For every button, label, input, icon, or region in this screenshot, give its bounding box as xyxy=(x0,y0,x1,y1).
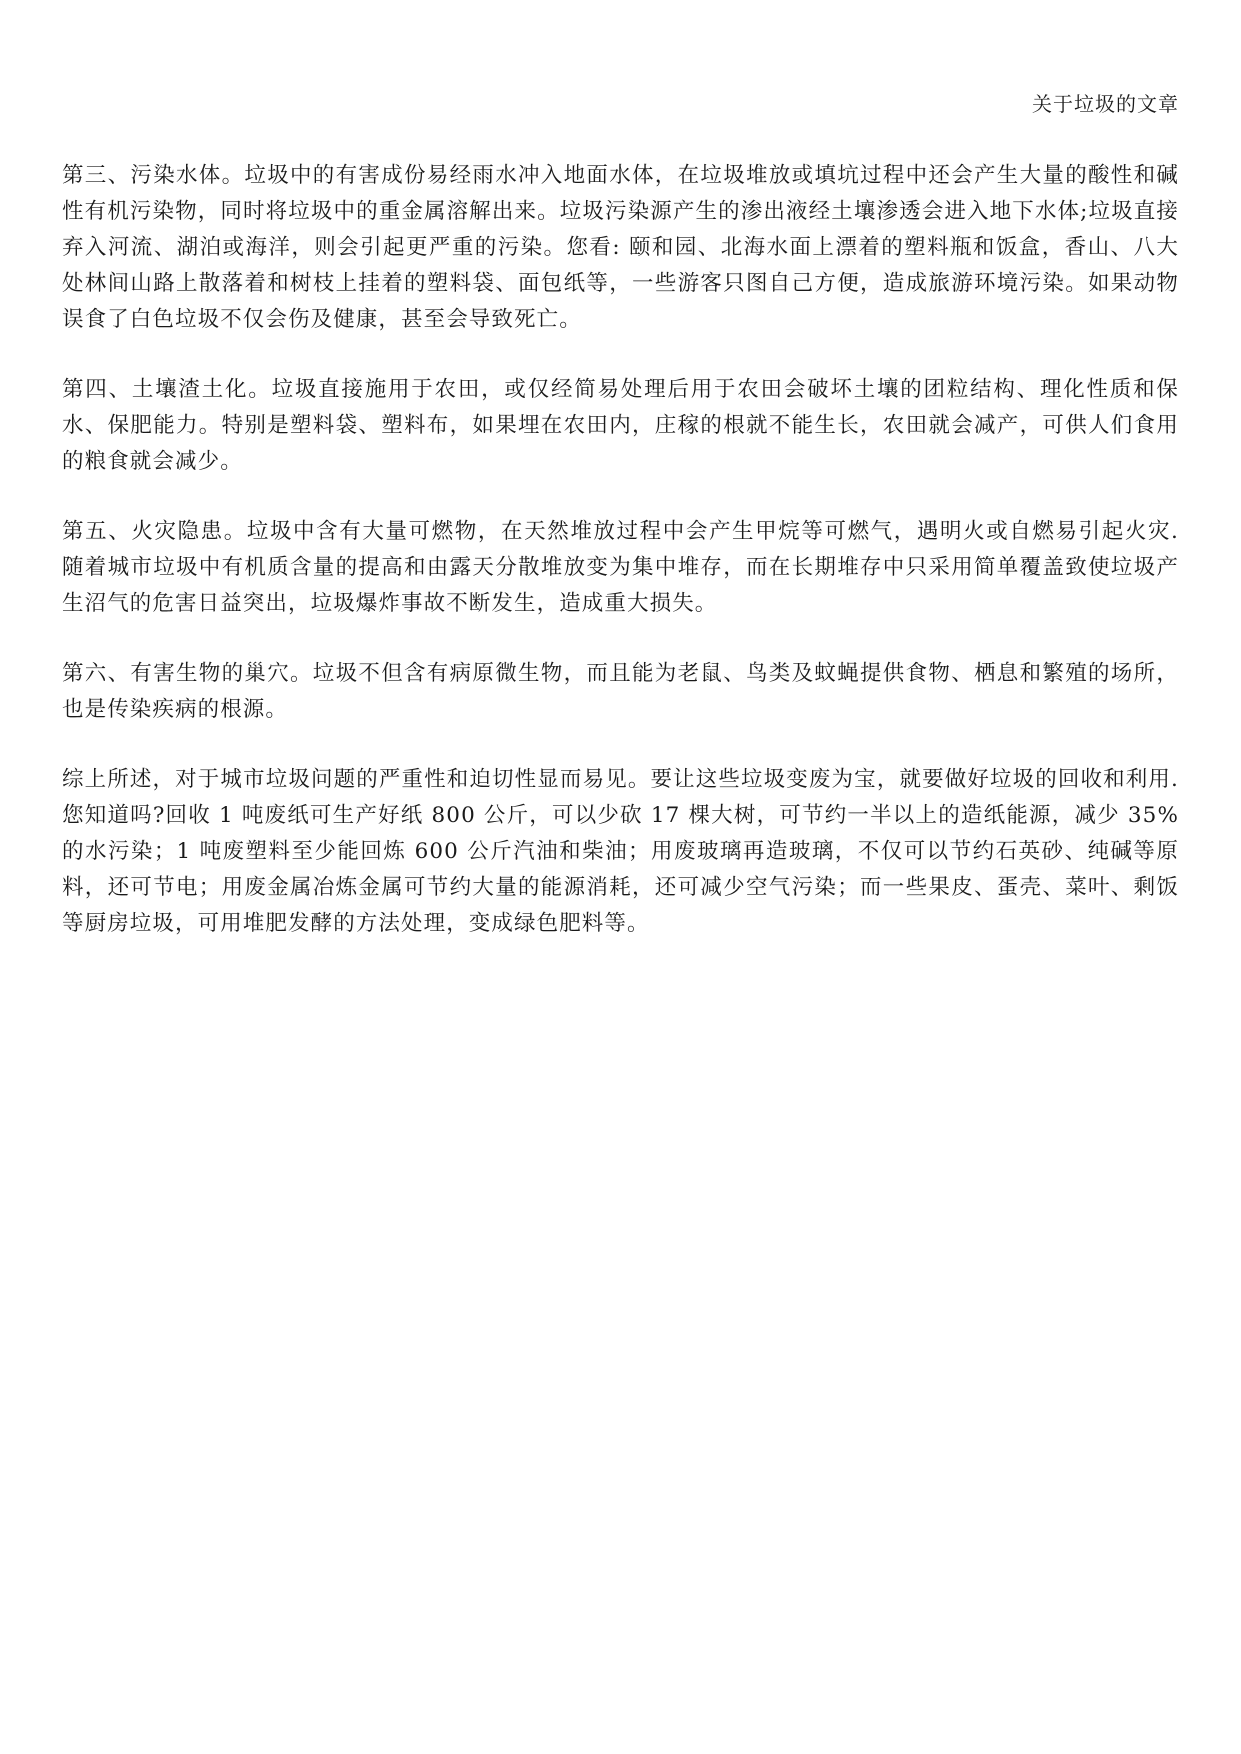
running-header: 关于垃圾的文章 xyxy=(1032,92,1179,116)
paragraph-pest-habitat: 第六、有害生物的巢穴。垃圾不但含有病原微生物，而且能为老鼠、鸟类及蚊蝇提供食物、栖息和繁殖的场所，也是传染疾病的根源。 xyxy=(62,661,1179,722)
paragraph-fire-hazard: 第五、火灾隐患。垃圾中含有大量可燃物，在天然堆放过程中会产生甲烷等可燃气，遇明火或自燃易引起火灾. 随着城市垃圾中有机质含量的提高和由露天分散堆放变为集中堆存，而在长期堆存中只采用简单覆盖致使垃圾产生沼气的危害日益突出，垃圾爆炸事故不断发生，造成重大损失。 xyxy=(62,519,1179,616)
paragraph-soil-degradation: 第四、土壤渣土化。垃圾直接施用于农田，或仅经简易处理后用于农田会破坏土壤的团粒结构、理化性质和保水、保肥能力。特别是塑料袋、塑料布，如果埋在农田内，庄稼的根就不能生长，农田就会减产，可供人们食用的粮食就会减少。 xyxy=(62,377,1179,474)
paragraph-conclusion: 综上所述，对于城市垃圾问题的严重性和迫切性显而易见。要让这些垃圾变废为宝，就要做好垃圾的回收和利用. 您知道吗?回收 1 吨废纸可生产好纸 800 公斤，可以少砍 17 棵大树，可节约一半以上的造纸能源，减少 35%的水污染；1 吨废塑料至少能回炼 600 公斤汽油和柴油；用废玻璃再造玻璃，不仅可以节约石英砂、纯碱等原料，还可节电；用废金属冶炼金属可节约大量的能源消耗，还可减少空气污染；而一些果皮、蛋壳、菜叶、剩饭等厨房垃圾，可用堆肥发酵的方法处理，变成绿色肥料等。 xyxy=(62,767,1179,936)
article-body xyxy=(62,158,1179,976)
paragraph-water-pollution: 第三、污染水体。垃圾中的有害成份易经雨水冲入地面水体，在垃圾堆放或填坑过程中还会产生大量的酸性和碱性有机污染物，同时将垃圾中的重金属溶解出来。垃圾污染源产生的渗出液经土壤渗透会进入地下水体;垃圾直接弃入河流、湖泊或海洋，则会引起更严重的污染。您看: 颐和园、北海水面上漂着的塑料瓶和饭盒，香山、八大处林间山路上散落着和树枝上挂着的塑料袋、面包纸等，一些游客只图自己方便，造成旅游环境污染。如果动物误食了白色垃圾不仅会伤及健康，甚至会导致死亡。 xyxy=(62,163,1179,332)
